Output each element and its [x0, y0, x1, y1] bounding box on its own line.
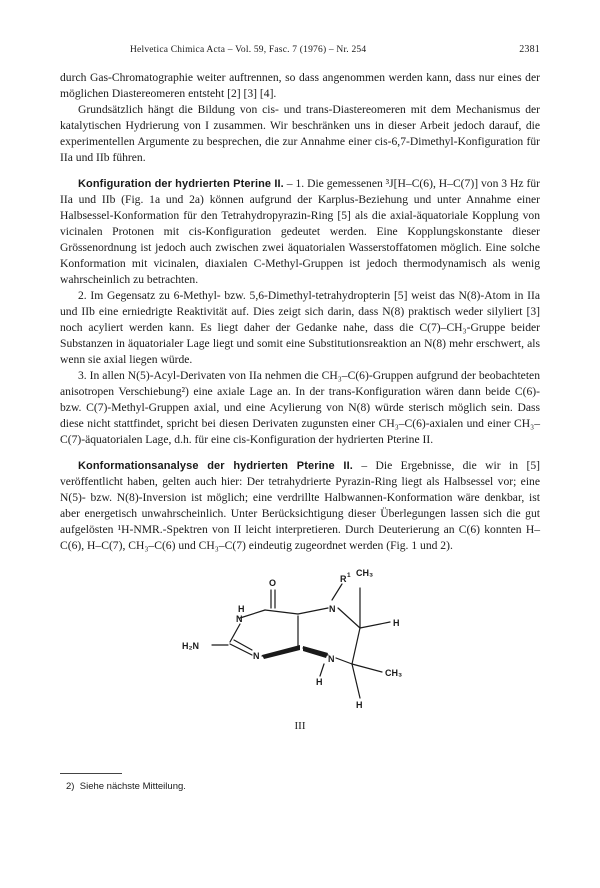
- atom-ch3-top: CH₃: [356, 568, 374, 578]
- atom-r1-superscript: 1: [347, 572, 351, 579]
- running-header: [60, 44, 540, 60]
- atom-r1: R: [340, 574, 347, 584]
- footnote-divider: [60, 773, 122, 774]
- page-number: 2381: [519, 44, 540, 55]
- atom-n5: N: [329, 604, 336, 614]
- configuration-item-2: 2. Im Gegensatz zu 6-Methyl- bzw. 5,6-Dimethyl-tetrahydropterin [5] weist das N(8)-Atom in IIa und IIb eine erniedrigte Reaktivität auf. Dies zeigt sich darin, dass N(8) praktisch weder silyliert [3] noch acyliert werden kann. Es liegt daher der Gedanke nahe, dass die C(7)–CH₃-Gruppe beider Substanzen in äquatorialer Lage liegt und somit eine Substitutionsreaktion an N(8) mehr erschwert, als wenn sie axial liegen würde.: [60, 289, 540, 366]
- page: [60, 44, 540, 732]
- footnote: 2) Siehe nächste Mitteilung.: [66, 781, 186, 792]
- atom-h-c7: H: [356, 700, 363, 710]
- atom-h-c6: H: [393, 618, 400, 628]
- journal-title: Helvetica Chimica Acta – Vol. 59, Fasc. 7 (1976) – Nr. 254: [130, 45, 367, 55]
- paragraph-mechanism: Grundsätzlich hängt die Bildung von cis- und trans-Diastereomeren mit dem Mechanismus der katalytischen Hydrierung von I zusammen. Wir beschränken uns in dieser Arbeit jedoch darauf, die experimentellen Argumente zu besprechen, die zur Annahme einer cis-6,7-Dimethyl-Konfiguration für IIa und IIb führen.: [60, 103, 540, 164]
- section-conformation: [60, 458, 540, 554]
- atom-h-n8: H: [316, 677, 323, 687]
- atom-n1: N: [253, 651, 260, 661]
- conformation-text: – Die Ergebnisse, die wir in [5] veröffentlicht haben, gelten auch hier: Der tetrahydrierte Pyrazin-Ring liegt als Halbsessel vor; eine N(5)- bzw. N(8)-Inversion ist möglich; eine verdrillte Halbwannen-Konformation wäre denkbar, ist aber energetisch unwahrscheinlich. Unter Berücksichtigung dieser Überlegungen lassen sich die gut aufgelösten ¹H-NMR.-Spektren von II leicht interpretieren. Durch Deuterierung an C(6) konnten H–C(6), H–C(7), CH₃–C(6) und CH₃–C(7) eindeutig zugeordnet werden (Fig. 1 und 2).: [60, 459, 540, 552]
- footnote-mark: 2: [66, 781, 72, 792]
- atom-h-n3: H: [238, 604, 245, 614]
- figure-label: III: [294, 720, 306, 732]
- atom-ch3-right: CH₃: [385, 668, 403, 678]
- section-configuration: [60, 176, 540, 448]
- paragraph-continued: durch Gas-Chromatographie weiter auftrennen, so dass angenommen werden kann, dass nur eines der möglichen Diastereomeren entsteht [2] [3] [4].: [60, 71, 540, 100]
- section-heading-conformation: Konformationsanalyse der hydrierten Pterine II.: [78, 460, 353, 472]
- footnote-text: Siehe nächste Mitteilung.: [79, 781, 186, 792]
- section-heading-configuration: Konfiguration der hydrierten Pterine II.: [78, 178, 284, 190]
- structure-iii-drawing: [60, 560, 540, 720]
- atom-n8: N: [328, 654, 335, 664]
- atom-n3: N: [236, 614, 243, 624]
- configuration-item-1: – 1. Die gemessenen ³J[H–C(6), H–C(7)] von 3 Hz für IIa und IIb (Fig. 1a und 2a) können aufgrund der Karplus-Beziehung und unter Annahme einer Halbsessel-Konformation für den Tetrahydropyrazin-Ring [5] als die axial-äquatoriale Kopplung von vicinalen Protonen mit cis-Konfiguration gedeutet werden. Eine Kopplungskonstante dieser Grössenordnung ist jedoch auch zwischen zwei äquatorialen Wasserstoffatomen möglich. Eine solche Konformation mit vicinalen, diaxialen C-Methyl-Gruppen ist jedoch thermodynamisch als wenig wahrscheinlich zu betrachten.: [60, 177, 540, 286]
- structure-figure: [60, 560, 540, 732]
- atom-h2n: H₂N: [182, 641, 199, 651]
- atom-oxygen: O: [269, 578, 277, 588]
- configuration-item-3: 3. In allen N(5)-Acyl-Derivaten von IIa nehmen die CH₃–C(6)-Gruppen aufgrund der beobachteten anisotropen Verschiebung²) eine axiale Lage an. In der trans-Konfiguration wären dann beide C(6)- bzw. C(7)-Methyl-Gruppen axial, und eine Acylierung von N(8) würde sterisch möglich sein. Dass diese nicht stattfindet, spricht bei diesen Derivaten zugunsten einer CH₃–C(6)-axialen und einer CH₃–C(7)-äquatorialen Lage, d.h. für eine cis-Konfiguration der hydrierten Pterine II.: [60, 369, 540, 446]
